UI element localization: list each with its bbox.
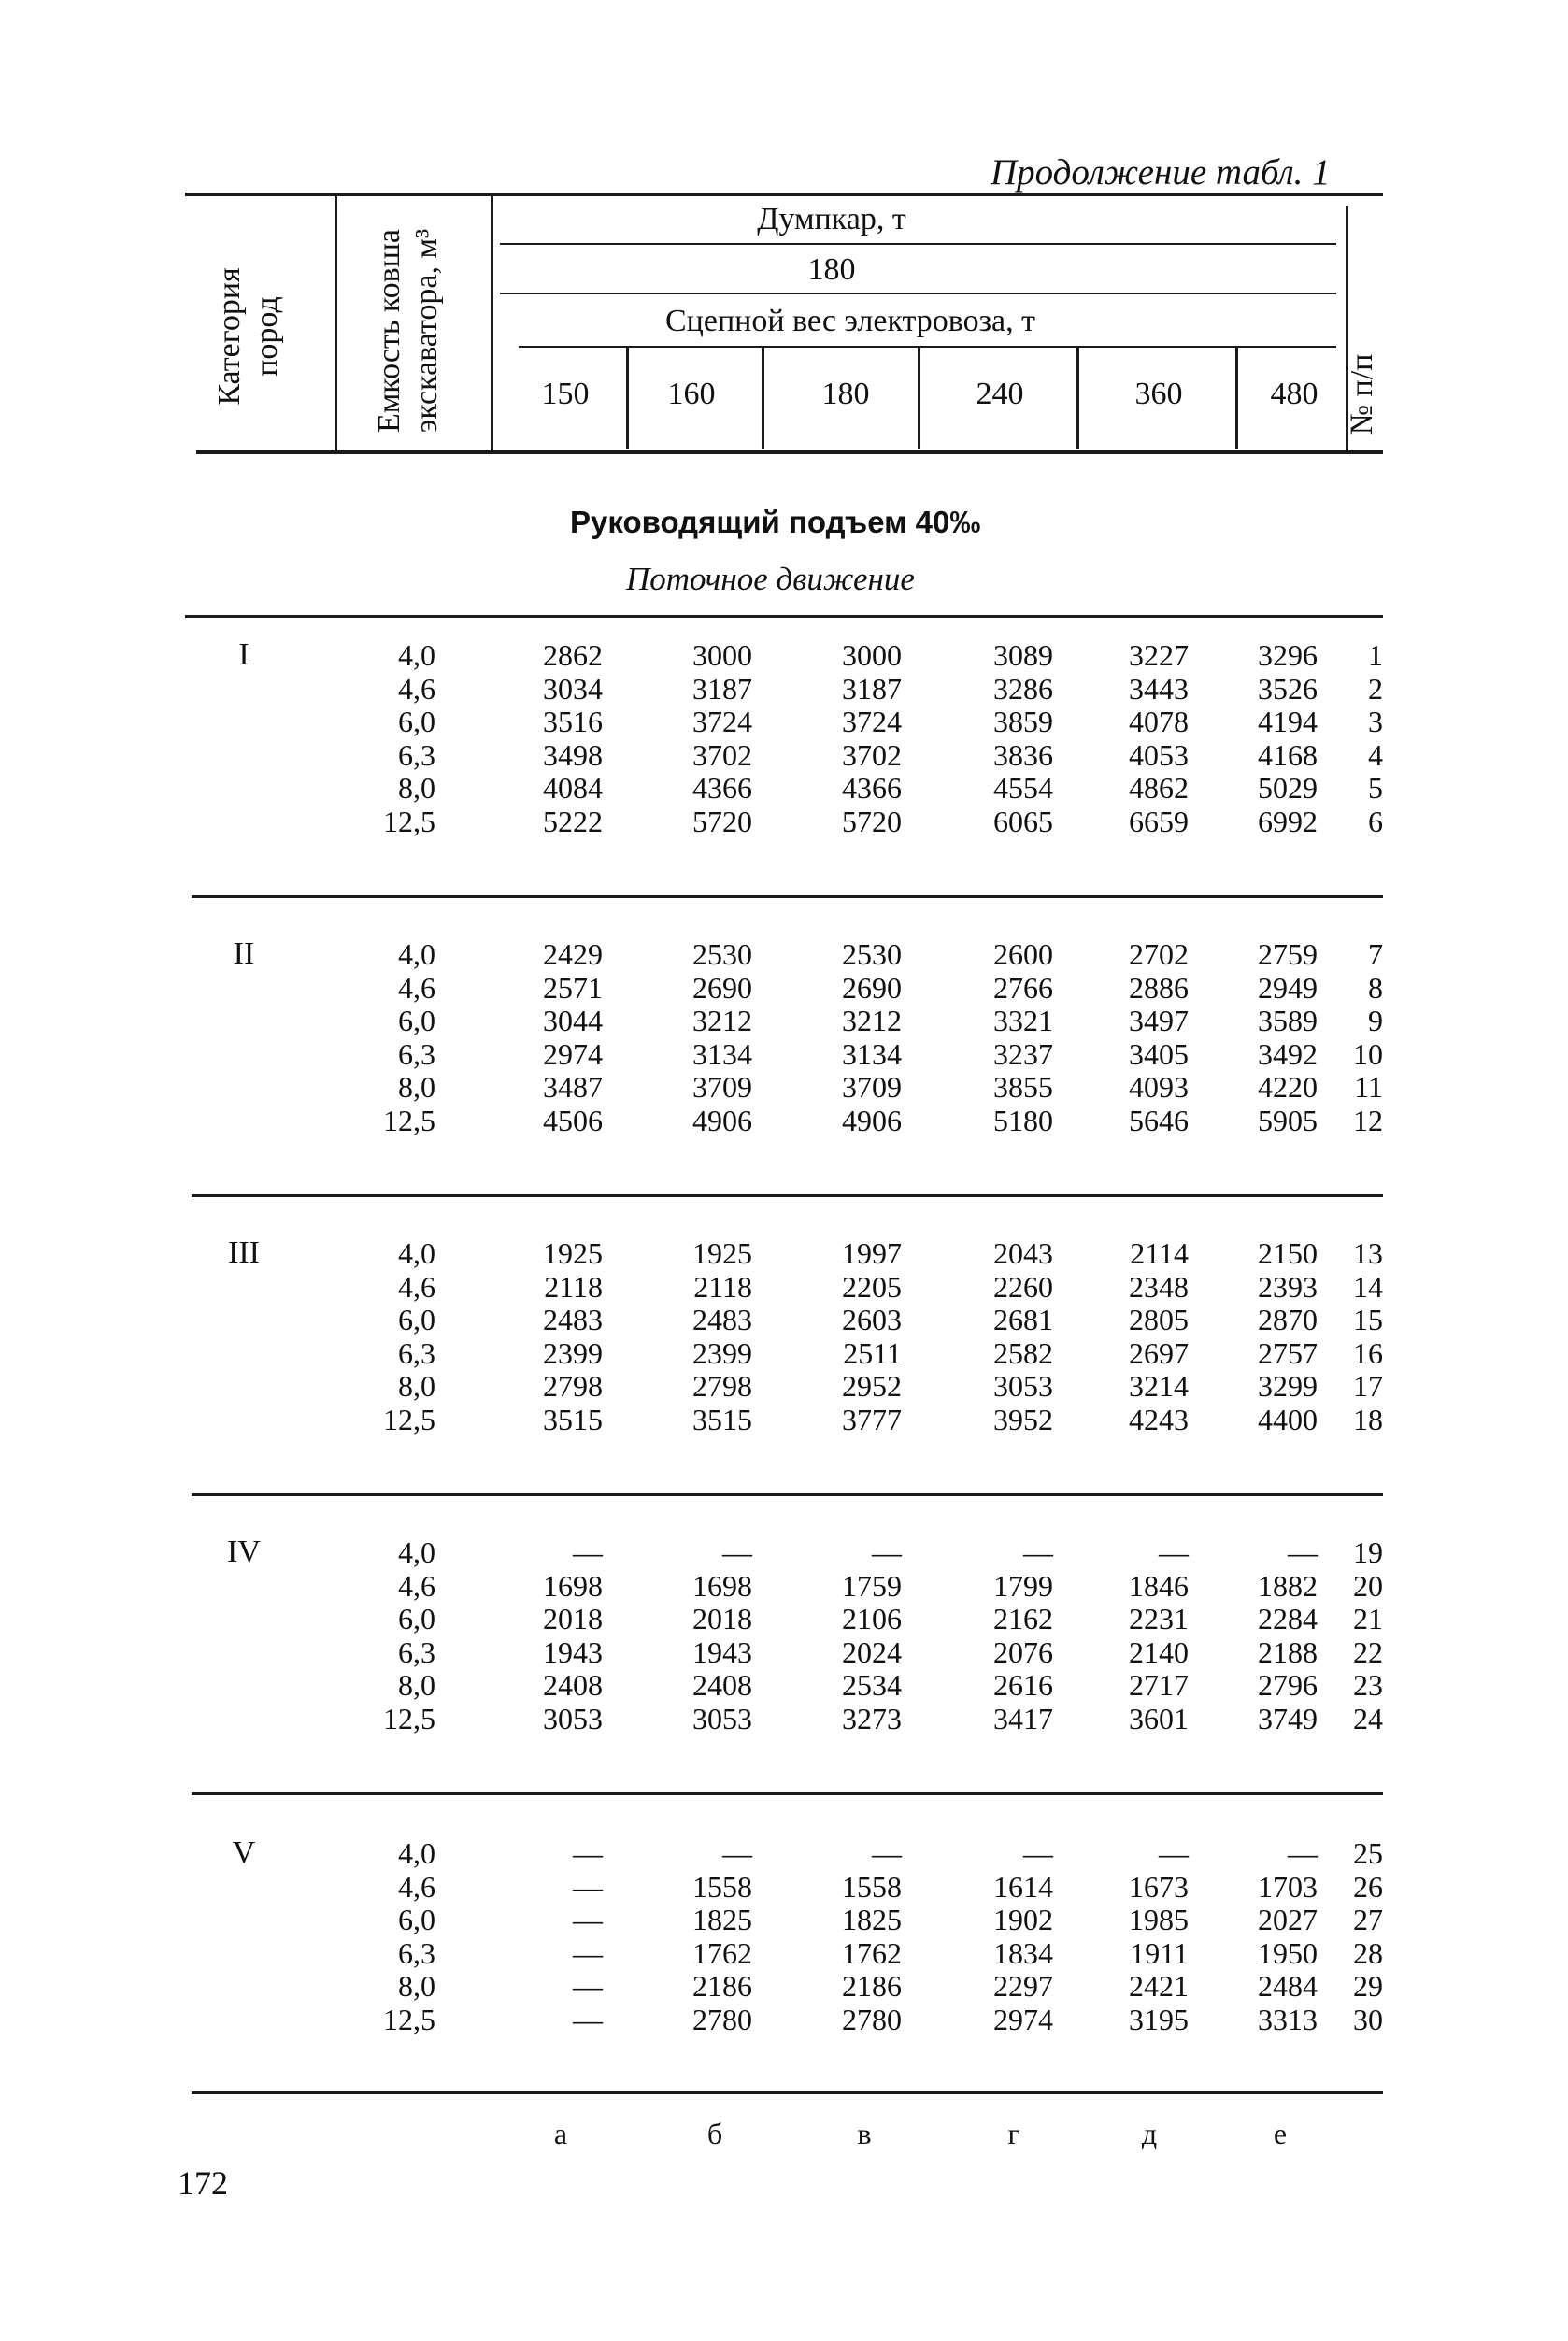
- table-cell: 3299: [1258, 1369, 1318, 1403]
- table-cell: 2603: [842, 1303, 902, 1336]
- table-cell: 1846: [1129, 1568, 1189, 1603]
- table-cell: 2798: [692, 1369, 752, 1403]
- table-cell: —: [722, 1535, 752, 1569]
- table-cell: 5905: [1258, 1103, 1318, 1137]
- table-cell: —: [573, 1869, 603, 1904]
- table-cell: 1943: [543, 1634, 603, 1669]
- table-cell: 5720: [692, 804, 752, 838]
- header-loco-180: 180: [821, 377, 870, 411]
- header-top-rule: [185, 193, 1383, 196]
- row-bucket-capacity: 8,0: [398, 1070, 435, 1104]
- row-bucket-capacity: 6,0: [398, 1303, 435, 1336]
- table-cell: 1558: [842, 1869, 902, 1904]
- table-cell: 1925: [692, 1236, 752, 1270]
- row-number: 3: [1368, 705, 1383, 738]
- row-number: 15: [1353, 1303, 1383, 1336]
- table-cell: 3237: [993, 1036, 1053, 1071]
- table-cell: 3601: [1129, 1701, 1189, 1735]
- table-cell: 4093: [1129, 1070, 1189, 1104]
- table-cell: 3286: [993, 671, 1053, 706]
- table-cell: —: [573, 1935, 603, 1970]
- table-cell: 2534: [842, 1668, 902, 1702]
- table-cell: 3000: [692, 638, 752, 672]
- table-cell: 2114: [1130, 1236, 1189, 1270]
- footer-letter-d: д: [1141, 2117, 1158, 2150]
- row-bucket-capacity: 6,3: [398, 737, 435, 772]
- header-divider-loco-3: [918, 348, 920, 449]
- table-cell: 2150: [1258, 1236, 1318, 1270]
- table-cell: 2076: [993, 1634, 1053, 1669]
- table-cell: —: [1023, 1836, 1053, 1870]
- table-cell: 2018: [692, 1602, 752, 1635]
- table-cell: 2952: [842, 1369, 902, 1403]
- table-cell: 2483: [543, 1303, 603, 1336]
- table-cell: 2690: [842, 970, 902, 1005]
- table-cell: 2186: [692, 1969, 752, 2003]
- table-cell: 2018: [543, 1602, 603, 1635]
- table-cell: 2757: [1258, 1335, 1318, 1370]
- table-cell: 1759: [842, 1568, 902, 1603]
- group-divider-rule: [192, 1194, 1383, 1197]
- row-number: 14: [1353, 1269, 1383, 1304]
- table-cell: 3134: [842, 1036, 902, 1071]
- table-cell: 3000: [842, 638, 902, 672]
- row-bucket-capacity: 4,0: [398, 638, 435, 672]
- row-number: 23: [1353, 1668, 1383, 1702]
- row-bucket-capacity: 4,0: [398, 1236, 435, 1270]
- table-cell: 5646: [1129, 1103, 1189, 1137]
- table-cell: 3709: [692, 1070, 752, 1104]
- table-cell: 2399: [543, 1335, 603, 1370]
- table-cell: 5720: [842, 804, 902, 838]
- table-cell: 2260: [993, 1269, 1053, 1304]
- table-cell: 2681: [993, 1303, 1053, 1336]
- table-cell: 2571: [543, 970, 603, 1005]
- row-bucket-capacity: 6,3: [398, 1335, 435, 1370]
- table-cell: 1985: [1129, 1903, 1189, 1936]
- row-number: 29: [1353, 1969, 1383, 2003]
- table-cell: 3859: [993, 705, 1053, 738]
- table-cell: 3214: [1129, 1369, 1189, 1403]
- table-cell: 2717: [1129, 1668, 1189, 1702]
- header-rule-dumpcar: [500, 243, 1336, 245]
- table-cell: 2511: [843, 1335, 902, 1370]
- row-number: 11: [1354, 1070, 1383, 1104]
- row-bucket-capacity: 6,0: [398, 705, 435, 738]
- table-cell: —: [573, 1836, 603, 1870]
- row-category: I: [238, 637, 249, 672]
- table-cell: 2118: [544, 1269, 603, 1304]
- table-cell: 1825: [842, 1903, 902, 1936]
- row-bucket-capacity: 4,0: [398, 937, 435, 971]
- table-cell: 2297: [993, 1969, 1053, 2003]
- header-bucket: Емкость ковша экскаватора, м³: [372, 228, 444, 434]
- row-category: IV: [227, 1534, 261, 1569]
- table-cell: 3487: [543, 1070, 603, 1104]
- header-loco-480: 480: [1270, 377, 1319, 411]
- table-cell: 1799: [993, 1568, 1053, 1603]
- table-cell: 2408: [692, 1668, 752, 1702]
- table-cell: 3749: [1258, 1701, 1318, 1735]
- table-cell: 3589: [1258, 1004, 1318, 1037]
- section-subtitle: Поточное движение: [626, 561, 915, 597]
- row-bucket-capacity: 8,0: [398, 771, 435, 805]
- row-number: 5: [1368, 771, 1383, 805]
- table-cell: 4906: [842, 1103, 902, 1137]
- table-cell: —: [722, 1836, 752, 1870]
- table-cell: 1950: [1258, 1935, 1318, 1970]
- row-bucket-capacity: 12,5: [383, 804, 435, 838]
- row-number: 27: [1353, 1903, 1383, 1936]
- row-number: 17: [1353, 1369, 1383, 1403]
- table-cell: 2162: [993, 1602, 1053, 1635]
- table-cell: 3134: [692, 1036, 752, 1071]
- table-cell: 2393: [1258, 1269, 1318, 1304]
- footer-letter-a: а: [553, 2117, 568, 2150]
- table-cell: 3515: [543, 1402, 603, 1436]
- header-rule-dumpcar-value: [500, 293, 1336, 294]
- table-cell: 3443: [1129, 671, 1189, 706]
- row-bucket-capacity: 6,3: [398, 1935, 435, 1970]
- table-cell: 1614: [993, 1869, 1053, 1904]
- table-cell: 4168: [1258, 737, 1318, 772]
- table-cell: 4862: [1129, 771, 1189, 805]
- table-cell: 2766: [993, 970, 1053, 1005]
- table-cell: 2862: [543, 638, 603, 672]
- table-caption: Продолжение табл. 1: [991, 152, 1331, 193]
- table-cell: 3497: [1129, 1004, 1189, 1037]
- table-cell: —: [573, 1903, 603, 1936]
- row-number: 1: [1368, 638, 1383, 672]
- row-number: 25: [1353, 1836, 1383, 1870]
- row-bucket-capacity: 6,0: [398, 1602, 435, 1635]
- row-category: III: [228, 1235, 260, 1270]
- table-cell: —: [1288, 1535, 1318, 1569]
- table-cell: 3212: [692, 1004, 752, 1037]
- row-number: 10: [1353, 1036, 1383, 1071]
- row-category: II: [233, 936, 255, 971]
- group-divider-rule: [192, 1792, 1383, 1795]
- header-divider-loco-5: [1235, 348, 1238, 449]
- header-loco-360: 360: [1134, 377, 1183, 411]
- table-cell: 6659: [1129, 804, 1189, 838]
- table-cell: 2616: [993, 1668, 1053, 1702]
- row-bucket-capacity: 4,6: [398, 1568, 435, 1603]
- table-cell: 2429: [543, 937, 603, 971]
- row-number: 13: [1353, 1236, 1383, 1270]
- table-cell: 1911: [1130, 1935, 1189, 1970]
- table-cell: 2231: [1129, 1602, 1189, 1635]
- row-bucket-capacity: 4,6: [398, 970, 435, 1005]
- header-divider-loco-2: [762, 348, 764, 449]
- row-number: 6: [1368, 804, 1383, 838]
- row-number: 9: [1368, 1004, 1383, 1037]
- footer-letter-v: в: [857, 2117, 872, 2150]
- table-cell: 2188: [1258, 1634, 1318, 1669]
- header-rule-loco: [519, 346, 1336, 348]
- table-cell: —: [573, 1535, 603, 1569]
- table-cell: 1902: [993, 1903, 1053, 1936]
- table-cell: 3227: [1129, 638, 1189, 672]
- table-cell: 5222: [543, 804, 603, 838]
- table-cell: 2600: [993, 937, 1053, 971]
- group-divider-rule: [192, 2091, 1383, 2094]
- table-cell: 2483: [692, 1303, 752, 1336]
- table-cell: 3053: [993, 1369, 1053, 1403]
- table-cell: 1762: [842, 1935, 902, 1970]
- group-divider-rule: [192, 1493, 1383, 1496]
- table-cell: 2027: [1258, 1903, 1318, 1936]
- table-cell: —: [1288, 1836, 1318, 1870]
- row-category: V: [232, 1835, 256, 1870]
- table-cell: 2780: [692, 2002, 752, 2036]
- table-cell: 2399: [692, 1335, 752, 1370]
- footer-letter-g: г: [1007, 2117, 1020, 2150]
- table-cell: 3053: [543, 1701, 603, 1735]
- row-bucket-capacity: 4,6: [398, 1269, 435, 1304]
- table-cell: 1703: [1258, 1869, 1318, 1904]
- row-bucket-capacity: 6,0: [398, 1903, 435, 1936]
- table-cell: 3417: [993, 1701, 1053, 1735]
- row-bucket-capacity: 4,0: [398, 1836, 435, 1870]
- row-number: 2: [1368, 671, 1383, 706]
- table-cell: 2798: [543, 1369, 603, 1403]
- row-bucket-capacity: 12,5: [383, 2002, 435, 2036]
- table-cell: 1558: [692, 1869, 752, 1904]
- table-cell: 2140: [1129, 1634, 1189, 1669]
- table-cell: 3195: [1129, 2002, 1189, 2036]
- table-cell: —: [573, 1969, 603, 2003]
- row-number: 22: [1353, 1634, 1383, 1669]
- row-bucket-capacity: 6,3: [398, 1036, 435, 1071]
- table-cell: 4400: [1258, 1402, 1318, 1436]
- row-number: 26: [1353, 1869, 1383, 1904]
- table-cell: 3321: [993, 1004, 1053, 1037]
- header-loco-240: 240: [976, 377, 1024, 411]
- header-loco-160: 160: [667, 377, 716, 411]
- header-loco-150: 150: [541, 377, 590, 411]
- table-cell: 3855: [993, 1070, 1053, 1104]
- table-cell: 3296: [1258, 638, 1318, 672]
- table-cell: 2043: [993, 1236, 1053, 1270]
- table-cell: —: [872, 1836, 902, 1870]
- table-cell: 1762: [692, 1935, 752, 1970]
- table-cell: 2484: [1258, 1969, 1318, 2003]
- table-cell: 2106: [842, 1602, 902, 1635]
- table-cell: 4194: [1258, 705, 1318, 738]
- row-bucket-capacity: 8,0: [398, 1969, 435, 2003]
- table-cell: 3836: [993, 737, 1053, 772]
- header-category: Категория пород: [212, 267, 284, 406]
- table-cell: 3515: [692, 1402, 752, 1436]
- table-cell: 3053: [692, 1701, 752, 1735]
- table-cell: 4366: [842, 771, 902, 805]
- table-cell: 3492: [1258, 1036, 1318, 1071]
- header-divider-category: [335, 196, 337, 450]
- table-cell: 2690: [692, 970, 752, 1005]
- table-cell: 3089: [993, 638, 1053, 672]
- table-cell: 2582: [993, 1335, 1053, 1370]
- table-cell: 2421: [1129, 1969, 1189, 2003]
- row-number: 16: [1353, 1335, 1383, 1370]
- table-cell: 3724: [842, 705, 902, 738]
- table-cell: 4053: [1129, 737, 1189, 772]
- row-bucket-capacity: 8,0: [398, 1668, 435, 1702]
- table-cell: 1997: [842, 1236, 902, 1270]
- footer-letter-b: б: [706, 2117, 723, 2150]
- header-number: № п/п: [1345, 353, 1379, 435]
- row-number: 19: [1353, 1535, 1383, 1569]
- table-cell: 3702: [842, 737, 902, 772]
- table-cell: —: [1023, 1535, 1053, 1569]
- row-number: 30: [1353, 2002, 1383, 2036]
- row-number: 20: [1353, 1568, 1383, 1603]
- table-cell: 3526: [1258, 671, 1318, 706]
- page-number: 172: [178, 2164, 228, 2202]
- table-cell: —: [573, 2002, 603, 2036]
- table-cell: 3273: [842, 1701, 902, 1735]
- table-cell: 4554: [993, 771, 1053, 805]
- row-number: 12: [1353, 1103, 1383, 1137]
- row-bucket-capacity: 12,5: [383, 1103, 435, 1137]
- row-bucket-capacity: 4,6: [398, 1869, 435, 1904]
- row-number: 7: [1368, 937, 1383, 971]
- table-cell: 4506: [543, 1103, 603, 1137]
- table-cell: 2780: [842, 2002, 902, 2036]
- table-cell: 3724: [692, 705, 752, 738]
- table-cell: 4366: [692, 771, 752, 805]
- row-number: 21: [1353, 1602, 1383, 1635]
- table-cell: 3702: [692, 737, 752, 772]
- table-cell: 2205: [842, 1269, 902, 1304]
- table-cell: 4220: [1258, 1070, 1318, 1104]
- header-divider-loco-1: [626, 348, 629, 449]
- row-number: 24: [1353, 1701, 1383, 1735]
- table-cell: 1698: [692, 1568, 752, 1603]
- row-number: 4: [1368, 737, 1383, 772]
- row-bucket-capacity: 12,5: [383, 1402, 435, 1436]
- table-cell: 3952: [993, 1402, 1053, 1436]
- table-cell: 2284: [1258, 1602, 1318, 1635]
- header-divider-loco-4: [1076, 348, 1079, 449]
- table-cell: 2949: [1258, 970, 1318, 1005]
- table-cell: 3516: [543, 705, 603, 738]
- table-cell: —: [1159, 1836, 1189, 1870]
- table-cell: 3709: [842, 1070, 902, 1104]
- table-cell: 2348: [1129, 1269, 1189, 1304]
- row-bucket-capacity: 6,0: [398, 1004, 435, 1037]
- table-cell: 3187: [692, 671, 752, 706]
- table-cell: 5029: [1258, 771, 1318, 805]
- row-bucket-capacity: 4,6: [398, 671, 435, 706]
- table-cell: 4084: [543, 771, 603, 805]
- section-title: Руководящий подъем 40‰: [570, 505, 981, 539]
- table-cell: 2974: [543, 1036, 603, 1071]
- table-cell: —: [1159, 1535, 1189, 1569]
- table-cell: 2886: [1129, 970, 1189, 1005]
- row-bucket-capacity: 4,0: [398, 1535, 435, 1569]
- table-cell: 3212: [842, 1004, 902, 1037]
- header-dumpcar: Думпкар, т: [757, 202, 906, 236]
- table-cell: 1925: [543, 1236, 603, 1270]
- table-cell: 3044: [543, 1004, 603, 1037]
- row-number: 8: [1368, 970, 1383, 1005]
- table-cell: 3405: [1129, 1036, 1189, 1071]
- table-cell: 1834: [993, 1935, 1053, 1970]
- group-divider-rule: [185, 615, 1383, 618]
- table-cell: 2530: [692, 937, 752, 971]
- table-cell: 2186: [842, 1969, 902, 2003]
- table-cell: 2697: [1129, 1335, 1189, 1370]
- row-bucket-capacity: 8,0: [398, 1369, 435, 1403]
- table-cell: 4078: [1129, 705, 1189, 738]
- table-cell: 5180: [993, 1103, 1053, 1137]
- header-dumpcar-value: 180: [807, 252, 856, 287]
- table-cell: 3034: [543, 671, 603, 706]
- table-cell: —: [872, 1535, 902, 1569]
- table-cell: 3187: [842, 671, 902, 706]
- group-divider-rule: [192, 895, 1383, 898]
- table-cell: 1673: [1129, 1869, 1189, 1904]
- row-bucket-capacity: 12,5: [383, 1701, 435, 1735]
- row-number: 18: [1353, 1402, 1383, 1436]
- table-cell: 2796: [1258, 1668, 1318, 1702]
- table-cell: 3313: [1258, 2002, 1318, 2036]
- table-cell: 6065: [993, 804, 1053, 838]
- table-cell: 2024: [842, 1634, 902, 1669]
- footer-letter-e: е: [1273, 2117, 1288, 2150]
- table-cell: 1825: [692, 1903, 752, 1936]
- header-divider-bucket: [491, 196, 493, 450]
- table-cell: 4906: [692, 1103, 752, 1137]
- table-cell: 3777: [842, 1402, 902, 1436]
- table-cell: 2530: [842, 937, 902, 971]
- table-cell: 1698: [543, 1568, 603, 1603]
- table-cell: 2805: [1129, 1303, 1189, 1336]
- table-cell: 2702: [1129, 937, 1189, 971]
- table-cell: 2974: [993, 2002, 1053, 2036]
- table-cell: 3498: [543, 737, 603, 772]
- row-number: 28: [1353, 1935, 1383, 1970]
- table-cell: 6992: [1258, 804, 1318, 838]
- table-cell: 1882: [1258, 1568, 1318, 1603]
- table-cell: 2118: [693, 1269, 752, 1304]
- table-cell: 2408: [543, 1668, 603, 1702]
- table-cell: 4243: [1129, 1402, 1189, 1436]
- header-loco: Сцепной вес электровоза, т: [664, 304, 1035, 338]
- table-cell: 2870: [1258, 1303, 1318, 1336]
- row-bucket-capacity: 6,3: [398, 1634, 435, 1669]
- table-cell: 1943: [692, 1634, 752, 1669]
- table-cell: 2759: [1258, 937, 1318, 971]
